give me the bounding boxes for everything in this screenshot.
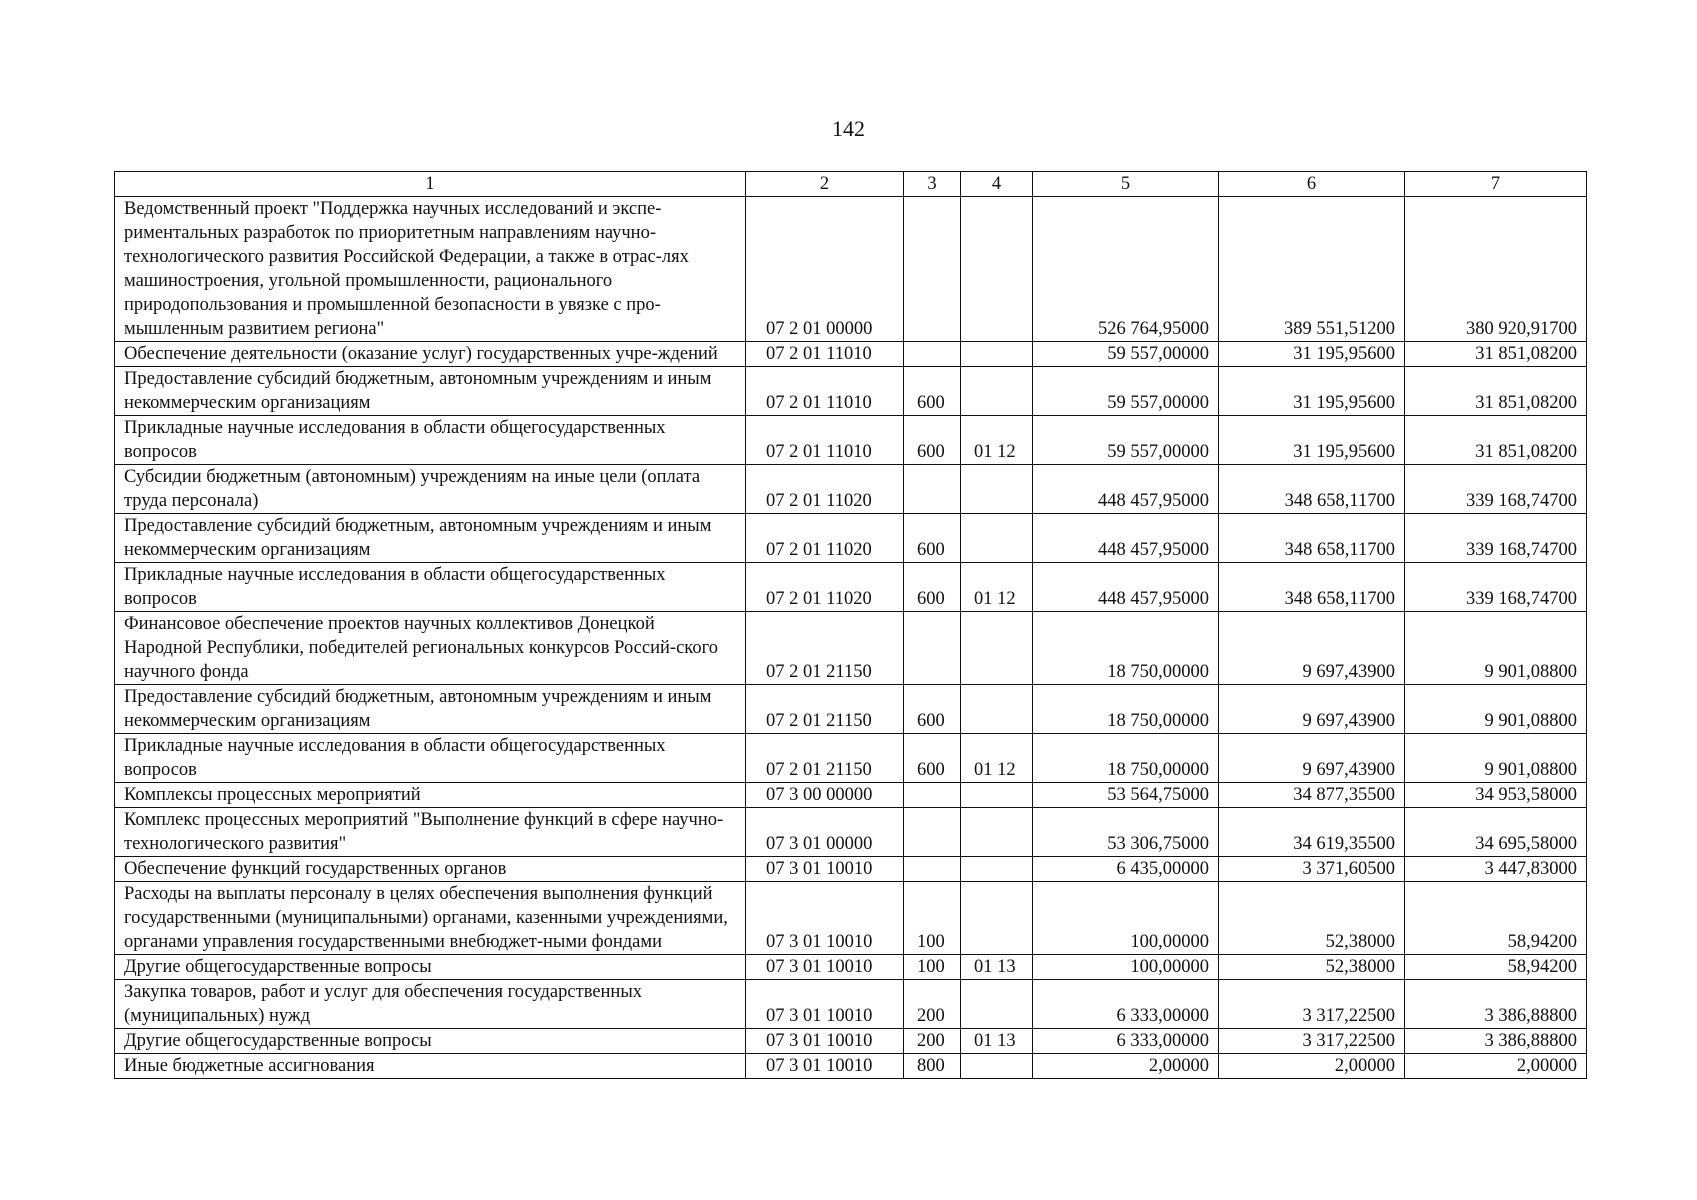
row-name-cell: Комплексы процессных мероприятий bbox=[115, 783, 746, 808]
row-code-cell: 07 3 01 10010 bbox=[746, 955, 904, 980]
row-section-cell: 01 12 bbox=[961, 563, 1033, 612]
row-section-cell: 01 13 bbox=[961, 1029, 1033, 1054]
row-value-col6-cell: 2,00000 bbox=[1219, 1054, 1405, 1079]
row-value-col6-cell: 52,38000 bbox=[1219, 882, 1405, 955]
row-code-cell: 07 3 01 00000 bbox=[746, 808, 904, 857]
row-name-cell: Иные бюджетные ассигнования bbox=[115, 1054, 746, 1079]
row-name-cell: Обеспечение деятельности (оказание услуг) государственных учре-ждений bbox=[115, 342, 746, 367]
row-expense-type-cell bbox=[904, 808, 961, 857]
row-code-cell: 07 2 01 11020 bbox=[746, 514, 904, 563]
row-value-col5-cell: 6 333,00000 bbox=[1033, 980, 1219, 1029]
table-row bbox=[115, 882, 1587, 955]
table-row bbox=[115, 1054, 1587, 1079]
row-value-col6-cell: 31 195,95600 bbox=[1219, 416, 1405, 465]
row-value-col6-cell: 9 697,43900 bbox=[1219, 612, 1405, 685]
row-expense-type-cell bbox=[904, 197, 961, 342]
table-row bbox=[115, 955, 1587, 980]
column-header: 6 bbox=[1219, 172, 1405, 197]
row-expense-type-cell: 200 bbox=[904, 980, 961, 1029]
row-expense-type-cell bbox=[904, 783, 961, 808]
row-expense-type-cell: 800 bbox=[904, 1054, 961, 1079]
row-value-col7-cell: 3 386,88800 bbox=[1405, 1029, 1587, 1054]
row-section-cell bbox=[961, 197, 1033, 342]
row-name-cell: Прикладные научные исследования в области общегосударственных вопросов bbox=[115, 563, 746, 612]
row-expense-type-cell bbox=[904, 465, 961, 514]
row-value-col6-cell: 3 371,60500 bbox=[1219, 857, 1405, 882]
row-name-cell: Предоставление субсидий бюджетным, автономным учреждениям и иным некоммерческим организациям bbox=[115, 367, 746, 416]
row-section-cell: 01 12 bbox=[961, 734, 1033, 783]
row-value-col6-cell: 31 195,95600 bbox=[1219, 367, 1405, 416]
row-value-col7-cell: 34 953,58000 bbox=[1405, 783, 1587, 808]
row-value-col7-cell: 58,94200 bbox=[1405, 955, 1587, 980]
row-value-col7-cell: 9 901,08800 bbox=[1405, 734, 1587, 783]
row-name-cell: Расходы на выплаты персоналу в целях обеспечения выполнения функций государственными (муниципальными) органами, казенными учреждениями, органами управления государственными внебюджет-ными фондами bbox=[115, 882, 746, 955]
row-expense-type-cell: 600 bbox=[904, 367, 961, 416]
row-code-cell: 07 2 01 00000 bbox=[746, 197, 904, 342]
row-value-col5-cell: 18 750,00000 bbox=[1033, 685, 1219, 734]
row-expense-type-cell: 600 bbox=[904, 514, 961, 563]
row-section-cell bbox=[961, 367, 1033, 416]
row-section-cell: 01 13 bbox=[961, 955, 1033, 980]
row-name-cell: Предоставление субсидий бюджетным, автономным учреждениям и иным некоммерческим организациям bbox=[115, 685, 746, 734]
row-name-cell: Ведомственный проект "Поддержка научных исследований и экспе-риментальных разработок по приоритетным направлениям научно-технологического развития Российской Федерации, а также в отрас-лях машиностроения, угольной промышленности, рационального природопользования и промышленной безопасности в увязке с про-мышленным развитием региона" bbox=[115, 197, 746, 342]
table-header bbox=[115, 172, 1587, 197]
row-value-col5-cell: 18 750,00000 bbox=[1033, 734, 1219, 783]
row-value-col6-cell: 389 551,51200 bbox=[1219, 197, 1405, 342]
row-name-cell: Прикладные научные исследования в области общегосударственных вопросов bbox=[115, 416, 746, 465]
row-expense-type-cell: 100 bbox=[904, 955, 961, 980]
row-value-col6-cell: 34 619,35500 bbox=[1219, 808, 1405, 857]
row-name-cell: Другие общегосударственные вопросы bbox=[115, 1029, 746, 1054]
row-section-cell bbox=[961, 857, 1033, 882]
row-name-cell: Предоставление субсидий бюджетным, автономным учреждениям и иным некоммерческим организациям bbox=[115, 514, 746, 563]
row-expense-type-cell: 600 bbox=[904, 734, 961, 783]
row-value-col5-cell: 6 435,00000 bbox=[1033, 857, 1219, 882]
row-value-col5-cell: 100,00000 bbox=[1033, 955, 1219, 980]
row-value-col5-cell: 448 457,95000 bbox=[1033, 563, 1219, 612]
row-value-col7-cell: 31 851,08200 bbox=[1405, 342, 1587, 367]
row-value-col7-cell: 9 901,08800 bbox=[1405, 612, 1587, 685]
table-row bbox=[115, 783, 1587, 808]
table-row bbox=[115, 514, 1587, 563]
row-section-cell bbox=[961, 685, 1033, 734]
row-value-col6-cell: 34 877,35500 bbox=[1219, 783, 1405, 808]
row-value-col6-cell: 348 658,11700 bbox=[1219, 563, 1405, 612]
row-value-col7-cell: 34 695,58000 bbox=[1405, 808, 1587, 857]
row-expense-type-cell bbox=[904, 612, 961, 685]
table-body bbox=[115, 197, 1587, 1079]
row-code-cell: 07 3 01 10010 bbox=[746, 857, 904, 882]
row-name-cell: Обеспечение функций государственных органов bbox=[115, 857, 746, 882]
row-value-col5-cell: 448 457,95000 bbox=[1033, 514, 1219, 563]
row-name-cell: Другие общегосударственные вопросы bbox=[115, 955, 746, 980]
row-value-col5-cell: 18 750,00000 bbox=[1033, 612, 1219, 685]
row-value-col6-cell: 348 658,11700 bbox=[1219, 465, 1405, 514]
table-row bbox=[115, 808, 1587, 857]
row-section-cell bbox=[961, 882, 1033, 955]
row-value-col7-cell: 380 920,91700 bbox=[1405, 197, 1587, 342]
column-header: 2 bbox=[746, 172, 904, 197]
row-value-col6-cell: 3 317,22500 bbox=[1219, 980, 1405, 1029]
row-code-cell: 07 2 01 11020 bbox=[746, 563, 904, 612]
row-value-col5-cell: 59 557,00000 bbox=[1033, 416, 1219, 465]
row-section-cell bbox=[961, 1054, 1033, 1079]
column-header: 1 bbox=[115, 172, 746, 197]
row-value-col7-cell: 31 851,08200 bbox=[1405, 367, 1587, 416]
table-row bbox=[115, 980, 1587, 1029]
row-value-col7-cell: 339 168,74700 bbox=[1405, 563, 1587, 612]
table-row bbox=[115, 342, 1587, 367]
row-value-col6-cell: 9 697,43900 bbox=[1219, 734, 1405, 783]
row-value-col6-cell: 3 317,22500 bbox=[1219, 1029, 1405, 1054]
row-section-cell bbox=[961, 342, 1033, 367]
budget-table bbox=[114, 171, 1587, 1079]
row-expense-type-cell: 600 bbox=[904, 416, 961, 465]
row-expense-type-cell bbox=[904, 342, 961, 367]
row-value-col5-cell: 6 333,00000 bbox=[1033, 1029, 1219, 1054]
row-section-cell bbox=[961, 465, 1033, 514]
table-row bbox=[115, 612, 1587, 685]
row-name-cell: Субсидии бюджетным (автономным) учреждениям на иные цели (оплата труда персонала) bbox=[115, 465, 746, 514]
row-value-col5-cell: 526 764,95000 bbox=[1033, 197, 1219, 342]
row-section-cell: 01 12 bbox=[961, 416, 1033, 465]
row-value-col7-cell: 2,00000 bbox=[1405, 1054, 1587, 1079]
row-section-cell bbox=[961, 612, 1033, 685]
row-value-col7-cell: 9 901,08800 bbox=[1405, 685, 1587, 734]
row-value-col5-cell: 59 557,00000 bbox=[1033, 367, 1219, 416]
row-value-col5-cell: 2,00000 bbox=[1033, 1054, 1219, 1079]
table-row bbox=[115, 416, 1587, 465]
row-name-cell: Финансовое обеспечение проектов научных коллективов Донецкой Народной Республики, победителей региональных конкурсов Россий-ского научного фонда bbox=[115, 612, 746, 685]
row-value-col7-cell: 3 447,83000 bbox=[1405, 857, 1587, 882]
table-row bbox=[115, 367, 1587, 416]
row-code-cell: 07 2 01 11020 bbox=[746, 465, 904, 514]
row-value-col5-cell: 448 457,95000 bbox=[1033, 465, 1219, 514]
row-code-cell: 07 2 01 11010 bbox=[746, 416, 904, 465]
row-code-cell: 07 2 01 11010 bbox=[746, 367, 904, 416]
column-header: 4 bbox=[961, 172, 1033, 197]
row-section-cell bbox=[961, 514, 1033, 563]
row-value-col6-cell: 52,38000 bbox=[1219, 955, 1405, 980]
table-row bbox=[115, 465, 1587, 514]
row-value-col5-cell: 59 557,00000 bbox=[1033, 342, 1219, 367]
row-section-cell bbox=[961, 808, 1033, 857]
row-code-cell: 07 3 01 10010 bbox=[746, 882, 904, 955]
row-code-cell: 07 2 01 21150 bbox=[746, 685, 904, 734]
table-row bbox=[115, 734, 1587, 783]
row-code-cell: 07 3 01 10010 bbox=[746, 1054, 904, 1079]
table-row bbox=[115, 1029, 1587, 1054]
table-row bbox=[115, 197, 1587, 342]
row-name-cell: Прикладные научные исследования в области общегосударственных вопросов bbox=[115, 734, 746, 783]
row-value-col6-cell: 9 697,43900 bbox=[1219, 685, 1405, 734]
row-name-cell: Комплекс процессных мероприятий "Выполнение функций в сфере научно-технологического развития" bbox=[115, 808, 746, 857]
row-value-col7-cell: 339 168,74700 bbox=[1405, 465, 1587, 514]
row-value-col7-cell: 58,94200 bbox=[1405, 882, 1587, 955]
column-header: 7 bbox=[1405, 172, 1587, 197]
row-value-col6-cell: 348 658,11700 bbox=[1219, 514, 1405, 563]
row-expense-type-cell: 100 bbox=[904, 882, 961, 955]
row-expense-type-cell bbox=[904, 857, 961, 882]
column-header: 3 bbox=[904, 172, 961, 197]
column-header: 5 bbox=[1033, 172, 1219, 197]
row-value-col5-cell: 53 306,75000 bbox=[1033, 808, 1219, 857]
row-expense-type-cell: 600 bbox=[904, 685, 961, 734]
row-code-cell: 07 2 01 21150 bbox=[746, 612, 904, 685]
row-value-col6-cell: 31 195,95600 bbox=[1219, 342, 1405, 367]
row-expense-type-cell: 600 bbox=[904, 563, 961, 612]
row-value-col7-cell: 31 851,08200 bbox=[1405, 416, 1587, 465]
header-row bbox=[115, 172, 1587, 197]
row-section-cell bbox=[961, 783, 1033, 808]
row-expense-type-cell: 200 bbox=[904, 1029, 961, 1054]
row-value-col5-cell: 100,00000 bbox=[1033, 882, 1219, 955]
table-row bbox=[115, 685, 1587, 734]
row-name-cell: Закупка товаров, работ и услуг для обеспечения государственных (муниципальных) нужд bbox=[115, 980, 746, 1029]
table-row bbox=[115, 857, 1587, 882]
row-code-cell: 07 2 01 21150 bbox=[746, 734, 904, 783]
row-value-col7-cell: 339 168,74700 bbox=[1405, 514, 1587, 563]
row-code-cell: 07 2 01 11010 bbox=[746, 342, 904, 367]
page-number: 142 bbox=[832, 116, 865, 141]
row-value-col7-cell: 3 386,88800 bbox=[1405, 980, 1587, 1029]
row-section-cell bbox=[961, 980, 1033, 1029]
row-code-cell: 07 3 00 00000 bbox=[746, 783, 904, 808]
row-code-cell: 07 3 01 10010 bbox=[746, 980, 904, 1029]
row-code-cell: 07 3 01 10010 bbox=[746, 1029, 904, 1054]
table-row bbox=[115, 563, 1587, 612]
row-value-col5-cell: 53 564,75000 bbox=[1033, 783, 1219, 808]
